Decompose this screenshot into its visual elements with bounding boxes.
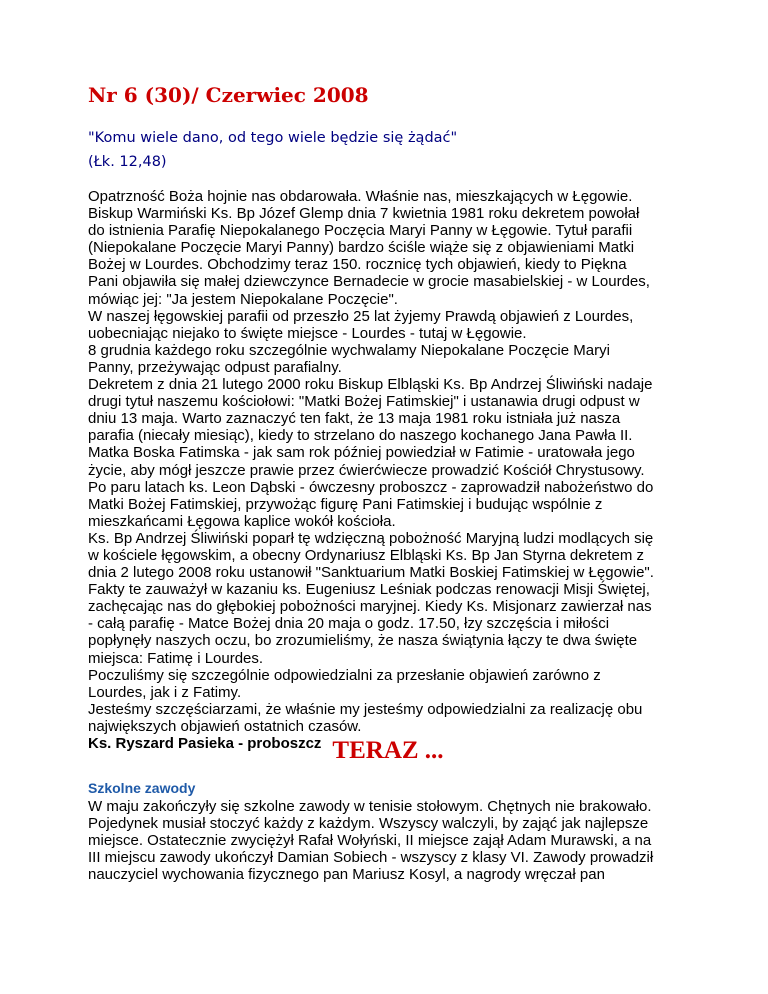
article-line: Matki Bożej Fatimskiej, przywożąc figurę Pani Fatimskiej i budując wspólnie z [88, 495, 603, 513]
article-line: uobecniając niejako to święte miejsce - Lourdes - tutaj w Łęgowie. [88, 324, 527, 342]
issue-title: Nr 6 (30)/ Czerwiec 2008 [88, 83, 369, 107]
article-line: Panny, przeżywając odpust parafialny. [88, 358, 342, 376]
article-line: Opatrzność Boża hojnie nas obdarowała. Właśnie nas, mieszkających w Łęgowie. [88, 188, 633, 205]
news-line: miejsce. Ostatecznie zwyciężył Rafał Wołyński, II miejsce zajął Adam Murawski, a na [88, 832, 652, 850]
article-line: (Niepokalane Poczęcie Maryi Panny) bardzo ściśle wiąże się z objawieniami Matki [88, 239, 635, 257]
article-line: zachęcając nas do głębokiej pobożności maryjnej. Kiedy Ks. Misjonarz zawierzał nas [88, 598, 652, 616]
article-line: Biskup Warmiński Ks. Bp Józef Glemp dnia 7 kwietnia 1981 roku dekretem powołał [88, 205, 640, 223]
article-line: dniu 13 maja. Warto zaznaczyć ten fakt, że 13 maja 1981 roku istniała już nasza [88, 410, 621, 428]
article-line: - całą parafię - Matce Bożej dnia 20 maja o godz. 17.50, łzy szczęścia i miłości [88, 615, 610, 633]
article-line: parafia (niecały miesiąc), kiedy to strzelano do naszego kochanego Jana Pawła II. [88, 427, 633, 445]
article-line: do istnienia Parafię Niepokalanego Poczęcia Maryi Panny w Łęgowie. Tytuł parafii [88, 222, 633, 240]
article-line: Pani objawiła się małej dziewczynce Bernadecie w grocie masabielskiej - w Lourdes, [88, 273, 650, 291]
article-line: 8 grudnia każdego roku szczególnie wychwalamy Niepokalane Poczęcie Maryi [88, 341, 610, 359]
news-section [88, 780, 688, 884]
article-line: mówiąc jej: "Ja jestem Niepokalane Poczęcie". [88, 290, 398, 308]
article-line: w kościele łęgowskim, a obecny Ordynariusz Elbląski Ks. Bp Jan Styrna dekretem z [88, 546, 645, 564]
epigraph-quote [88, 126, 457, 174]
article-line: Jesteśmy szczęściarzami, że właśnie my jesteśmy odpowiedzialni za realizację obu [88, 700, 643, 718]
article-line: popłynęły naszych oczu, bo zrozumieliśmy, że nasza świątynia łączy te dwa święte [88, 632, 638, 650]
article-line: mieszkańcami Łęgowa kaplice wokół kościoła. [88, 512, 396, 530]
quote-text: "Komu wiele dano, od tego wiele będzie się żądać" [88, 130, 458, 146]
article-line: największych objawień ostatnich czasów. [88, 717, 362, 735]
news-heading: Szkolne zawody [88, 780, 196, 796]
article-line: Dekretem z dnia 21 lutego 2000 roku Biskup Elbląski Ks. Bp Andrzej Śliwiński nadaje [88, 376, 653, 394]
article-line: Fakty te zauważył w kazaniu ks. Eugeniusz Leśniak podczas renowacji Misji Świętej, [88, 581, 650, 599]
article-line: Lourdes, jak i z Fatimy. [88, 683, 242, 701]
news-line: III miejscu zawody ukończył Damian Sobiech - wszyscy z klasy VI. Zawody prowadził [88, 849, 654, 867]
news-line: Pojedynek musiał stoczyć każdy z każdym. Wszyscy walczyli, by zająć jak najlepsze [88, 815, 649, 833]
quote-citation: (Łk. 12,48) [88, 154, 167, 170]
article-line: drugi tytuł naszemu kościołowi: "Matki Bożej Fatimskiej" i ustanawia drugi odpust w [88, 393, 640, 411]
section-title: TERAZ ... [332, 737, 444, 764]
article-line: Po paru latach ks. Leon Dąbski - ówczesny proboszcz - zaprowadził nabożeństwo do [88, 478, 654, 496]
article-line: dnia 2 lutego 2008 roku ustanowił "Sanktuarium Matki Boskiej Fatimskiej w Łęgowie". [88, 564, 654, 582]
article-line: Bożej w Lourdes. Obchodzimy teraz 150. rocznicę tych objawień, kiedy to Piękna [88, 256, 627, 274]
article-line: W naszej łęgowskiej parafii od przeszło 25 lat żyjemy Prawdą objawień z Lourdes, [88, 307, 634, 325]
article-signature: Ks. Ryszard Pasieka - proboszcz [88, 735, 322, 752]
article-line: miejsca: Fatimę i Lourdes. [88, 649, 264, 667]
article-line: Matka Boska Fatimska - jak sam rok później powiedział w Fatimie - uratowała jego [88, 444, 635, 462]
article-line: Ks. Bp Andrzej Śliwiński poparł tę wdzięczną pobożność Maryjną ludzi modlących się [88, 529, 654, 547]
article-line: Poczuliśmy się szczególnie odpowiedzialni za przesłanie objawień zarówno z [88, 666, 601, 684]
news-line: nauczyciel wychowania fizycznego pan Mariusz Kosyl, a nagrody wręczał pan [88, 866, 605, 884]
article-body [88, 188, 688, 752]
article-line: życie, aby mógł jeszcze prawie przez ćwierćwiecze prowadzić Kościół Chrystusowy. [88, 461, 645, 479]
news-line: W maju zakończyły się szkolne zawody w tenisie stołowym. Chętnych nie brakowało. [88, 798, 652, 816]
